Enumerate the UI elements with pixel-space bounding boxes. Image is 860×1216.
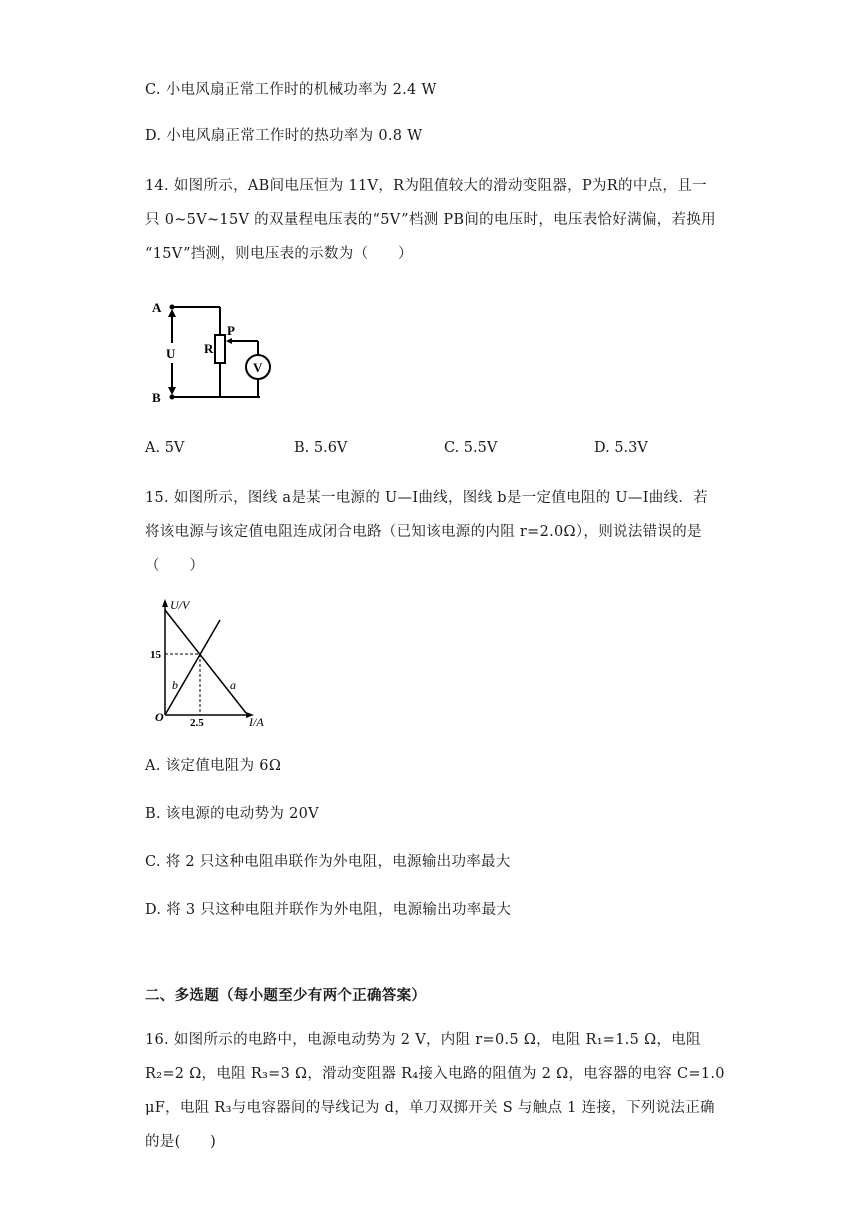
- q16-line1: 16. 如图所示的电路中，电源电动势为 2 V，内阻 r=0.5 Ω，电阻 R₁=1.5 Ω，电阻: [145, 1032, 701, 1048]
- graph-x-axis-label: I/A: [249, 715, 264, 729]
- q14-option-b: B. 5.6V: [294, 440, 348, 456]
- q15-ui-graph: [150, 595, 275, 730]
- option-c: C. 小电风扇正常工作时的机械功率为 2.4 W: [145, 82, 437, 98]
- node-a-label: A: [152, 300, 162, 315]
- q14-circuit-figure: [150, 295, 280, 410]
- section-title: 二、多选题（每小题至少有两个正确答案）: [145, 987, 427, 1004]
- q14-option-d: D. 5.3V: [594, 440, 648, 456]
- q15-option-b: B. 该电源的电动势为 20V: [145, 806, 319, 822]
- q15-option-d: D. 将 3 只这种电阻并联作为外电阻，电源输出功率最大: [145, 902, 512, 918]
- graph-origin-label: O: [155, 710, 164, 724]
- slider-p-label: P: [227, 323, 235, 338]
- q16-line3: μF，电阻 R₃与电容器间的导线记为 d，单刀双掷开关 S 与触点 1 连接，下列说法正确: [145, 1100, 715, 1116]
- q15-line2: 将该电源与该定值电阻连成闭合电路（已知该电源的内阻 r=2.0Ω），则说法错误的是: [145, 524, 702, 540]
- q16-line4: 的是( ): [145, 1134, 217, 1150]
- resistor-r-label: R: [204, 341, 214, 356]
- voltage-u-label: U: [166, 346, 176, 361]
- q14-option-a: A. 5V: [145, 440, 185, 456]
- line-b-label: b: [172, 678, 178, 692]
- q16-line2: R₂=2 Ω，电阻 R₃=3 Ω，滑动变阻器 R₄接入电路的阻值为 2 Ω，电容器的电容 C=1.0: [145, 1066, 725, 1082]
- q14-line1: 14. 如图所示，AB间电压恒为 11V，R为阻值较大的滑动变阻器，P为R的中点，且一: [145, 178, 707, 194]
- graph-y-tick-15: 15: [150, 649, 161, 661]
- graph-y-axis-label: U/V: [170, 598, 190, 612]
- q14-line2: 只 0~5V~15V 的双量程电压表的“5V”档测 PB间的电压时，电压表恰好满偏，若换用: [145, 212, 716, 228]
- q15-line1: 15. 如图所示，图线 a是某一电源的 U—I曲线，图线 b是一定值电阻的 U—I曲线．若: [145, 490, 708, 506]
- option-d: D. 小电风扇正常工作时的热功率为 0.8 W: [145, 128, 423, 144]
- q15-line3: （ ）: [145, 558, 205, 574]
- q15-option-c: C. 将 2 只这种电阻串联作为外电阻，电源输出功率最大: [145, 854, 511, 870]
- voltmeter-v-label: V: [253, 360, 263, 375]
- line-a-label: a: [230, 678, 236, 692]
- graph-x-tick-2.5: 2.5: [190, 717, 204, 729]
- q14-line3: “15V”挡测，则电压表的示数为（ ）: [145, 246, 413, 262]
- q15-option-a: A. 该定值电阻为 6Ω: [145, 758, 282, 774]
- node-b-label: B: [152, 390, 161, 405]
- q14-option-c: C. 5.5V: [444, 440, 498, 456]
